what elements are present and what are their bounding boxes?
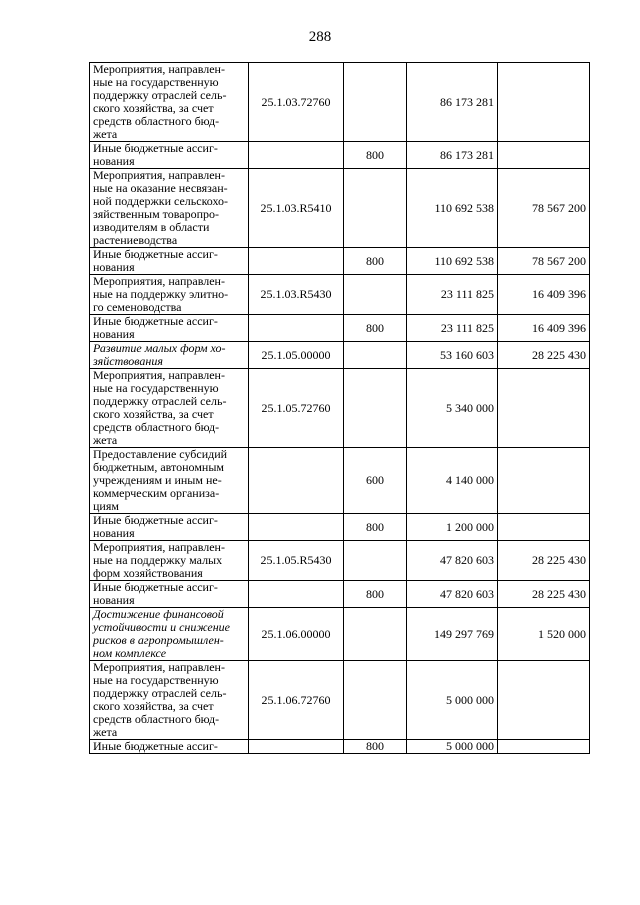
table-row	[90, 275, 590, 315]
row-code	[249, 448, 344, 514]
row-amount-1: 53 160 603	[407, 342, 498, 369]
row-amount-1: 47 820 603	[407, 541, 498, 581]
row-amount-1: 110 692 538	[407, 248, 498, 275]
row-amount-2: 16 409 396	[498, 275, 590, 315]
row-code	[249, 740, 344, 754]
row-expense-type	[344, 661, 407, 740]
row-amount-1: 5 000 000	[407, 740, 498, 754]
table-row	[90, 142, 590, 169]
row-name: Мероприятия, направлен- ные на государственную поддержку отраслей сель- ского хозяйства, за счет средств областного бюд- жета	[90, 63, 249, 142]
row-amount-2: 1 520 000	[498, 608, 590, 661]
row-expense-type: 800	[344, 142, 407, 169]
table-row	[90, 581, 590, 608]
row-amount-1: 1 200 000	[407, 514, 498, 541]
row-name: Мероприятия, направлен- ные на поддержку элитно- го семеноводства	[90, 275, 249, 315]
row-name: Иные бюджетные ассиг- нования	[90, 248, 249, 275]
budget-table	[89, 62, 590, 754]
row-amount-2	[498, 63, 590, 142]
row-expense-type: 800	[344, 315, 407, 342]
table-row	[90, 740, 590, 754]
table-row	[90, 661, 590, 740]
row-code	[249, 142, 344, 169]
row-amount-1: 5 340 000	[407, 369, 498, 448]
table-row	[90, 315, 590, 342]
row-code: 25.1.06.72760	[249, 661, 344, 740]
row-code	[249, 581, 344, 608]
row-code: 25.1.06.00000	[249, 608, 344, 661]
row-expense-type	[344, 541, 407, 581]
row-code: 25.1.05.00000	[249, 342, 344, 369]
table-row	[90, 248, 590, 275]
row-amount-2: 78 567 200	[498, 248, 590, 275]
budget-table-body	[90, 63, 590, 754]
row-code	[249, 514, 344, 541]
row-expense-type: 800	[344, 248, 407, 275]
row-name: Иные бюджетные ассиг-	[90, 740, 249, 754]
row-amount-2	[498, 740, 590, 754]
page-number: 288	[308, 29, 332, 45]
table-row	[90, 541, 590, 581]
row-name: Иные бюджетные ассиг- нования	[90, 142, 249, 169]
row-code: 25.1.05.72760	[249, 369, 344, 448]
row-amount-2	[498, 661, 590, 740]
row-amount-2: 28 225 430	[498, 342, 590, 369]
row-name: Мероприятия, направлен- ные на оказание несвязан- ной поддержки сельскохо- зяйственным товаропро- изводителям в области растениеводства	[90, 169, 249, 248]
row-amount-2: 28 225 430	[498, 581, 590, 608]
row-amount-1: 5 000 000	[407, 661, 498, 740]
row-amount-2	[498, 514, 590, 541]
row-amount-1: 23 111 825	[407, 275, 498, 315]
table-row	[90, 608, 590, 661]
row-amount-2	[498, 142, 590, 169]
row-amount-2	[498, 448, 590, 514]
row-name: Достижение финансовой устойчивости и снижение рисков в агропромышлен- ном комплексе	[90, 608, 249, 661]
row-code: 25.1.03.R5430	[249, 275, 344, 315]
row-amount-1: 149 297 769	[407, 608, 498, 661]
row-amount-1: 86 173 281	[407, 142, 498, 169]
row-amount-2: 16 409 396	[498, 315, 590, 342]
row-amount-2: 28 225 430	[498, 541, 590, 581]
row-expense-type	[344, 275, 407, 315]
row-expense-type	[344, 608, 407, 661]
row-name: Мероприятия, направлен- ные на государственную поддержку отраслей сель- ского хозяйства, за счет средств областного бюд- жета	[90, 661, 249, 740]
row-code	[249, 315, 344, 342]
row-name: Иные бюджетные ассиг- нования	[90, 514, 249, 541]
table-row	[90, 342, 590, 369]
table-row	[90, 448, 590, 514]
row-amount-2: 78 567 200	[498, 169, 590, 248]
row-amount-1: 86 173 281	[407, 63, 498, 142]
row-code: 25.1.03.72760	[249, 63, 344, 142]
row-name: Предоставление субсидий бюджетным, автономным учреждениям и иным не- коммерческим организа- циям	[90, 448, 249, 514]
row-expense-type: 800	[344, 514, 407, 541]
row-expense-type: 800	[344, 581, 407, 608]
row-name: Иные бюджетные ассиг- нования	[90, 315, 249, 342]
row-name: Иные бюджетные ассиг- нования	[90, 581, 249, 608]
row-amount-2	[498, 369, 590, 448]
row-expense-type	[344, 342, 407, 369]
table-row	[90, 169, 590, 248]
row-code	[249, 248, 344, 275]
row-expense-type: 600	[344, 448, 407, 514]
row-code: 25.1.05.R5430	[249, 541, 344, 581]
row-expense-type	[344, 369, 407, 448]
row-amount-1: 47 820 603	[407, 581, 498, 608]
table-row	[90, 63, 590, 142]
row-expense-type	[344, 169, 407, 248]
row-name: Мероприятия, направлен- ные на государственную поддержку отраслей сель- ского хозяйства, за счет средств областного бюд- жета	[90, 369, 249, 448]
table-row	[90, 514, 590, 541]
row-expense-type	[344, 63, 407, 142]
table-row	[90, 369, 590, 448]
row-amount-1: 23 111 825	[407, 315, 498, 342]
row-code: 25.1.03.R5410	[249, 169, 344, 248]
row-amount-1: 110 692 538	[407, 169, 498, 248]
row-name: Развитие малых форм хо- зяйствования	[90, 342, 249, 369]
row-name: Мероприятия, направлен- ные на поддержку малых форм хозяйствования	[90, 541, 249, 581]
row-amount-1: 4 140 000	[407, 448, 498, 514]
row-expense-type: 800	[344, 740, 407, 754]
